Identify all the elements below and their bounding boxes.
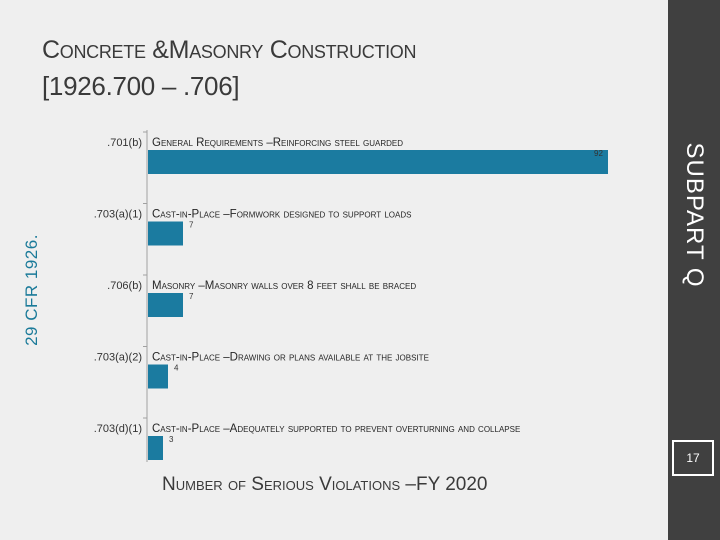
category-code-label: .701(b) <box>107 137 142 149</box>
data-bar <box>148 365 168 389</box>
category-description-label: Cast-in-Place –Adequately supported to prevent overturning and collapse <box>152 423 521 435</box>
data-bar <box>148 222 183 246</box>
title-line-2: [1926.700 – .706] <box>42 71 240 101</box>
data-value-label: 3 <box>169 435 174 444</box>
cfr-label: 29 CFR 1926. <box>22 234 41 346</box>
x-axis-label: Number of Serious Violations –FY 2020 <box>162 474 488 495</box>
page-number: 17 <box>672 440 714 476</box>
data-bar <box>148 150 608 174</box>
category-description-label: Cast-in-Place –Formwork designed to support loads <box>152 208 412 221</box>
category-code-label: .703(d)(1) <box>93 423 142 435</box>
category-code-label: .703(a)(1) <box>93 208 142 221</box>
category-description-label: General Requirements –Reinforcing steel guarded <box>152 137 403 149</box>
data-value-label: 7 <box>189 220 194 230</box>
category-code-label: .703(a)(2) <box>93 351 142 364</box>
data-value-label: 92 <box>594 149 603 158</box>
data-value-label: 4 <box>174 363 179 373</box>
data-value-label: 7 <box>189 292 194 301</box>
category-description-label: Cast-in-Place –Drawing or plans available at the jobsite <box>152 351 429 364</box>
category-code-label: .706(b) <box>107 280 142 292</box>
category-description-label: Masonry –Masonry walls over 8 feet shall be braced <box>152 280 417 292</box>
subpart-label: SUBPART Q <box>681 142 708 288</box>
data-bar <box>148 436 163 460</box>
data-bar <box>148 293 183 317</box>
title-line-1: Concrete &Masonry Construction <box>42 36 417 64</box>
